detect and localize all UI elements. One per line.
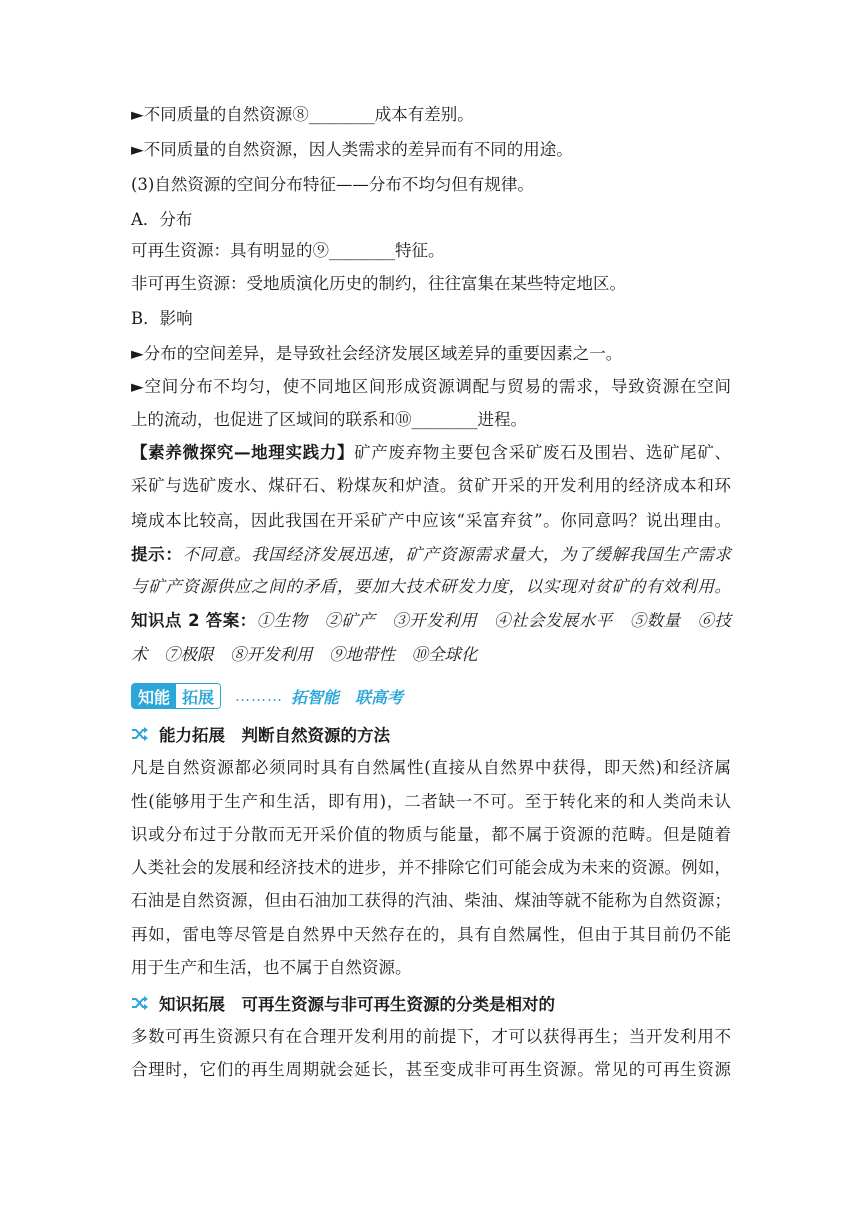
banner-slogan: 拓智能 联高考 [291, 687, 404, 707]
section-badge: 知能 拓展 [131, 683, 221, 709]
shuffle-icon [131, 727, 149, 741]
text-line: ►不同质量的自然资源，因人类需求的差异而有不同的用途。 [131, 140, 573, 159]
paragraph-line: 性(能够用于生产和生活，即有用)，二者缺一不可。至于转化来的和人类尚未认 [131, 792, 731, 811]
text-line: B．影响 [131, 309, 193, 328]
text-line: A．分布 [131, 210, 193, 229]
text-line: 非可再生资源：受地质演化历史的制约，往往富集在某些特定地区。 [131, 274, 626, 293]
ability-heading: 能力拓展 判断自然资源的方法 [131, 723, 390, 745]
answers-line: 术 ⑦极限 ⑧开发利用 ⑨地带性 ⑩全球化 [131, 645, 478, 664]
section-banner [131, 683, 403, 709]
paragraph-line: 石油是自然资源，但由石油加工获得的汽油、柴油、煤油等就不能称为自然资源； [131, 891, 731, 910]
text-line: 可再生资源：具有明显的⑨________特征。 [131, 241, 445, 260]
inquiry-line: 境成本比较高，因此我国在开采矿产中应该“采富弃贫”。你同意吗？说出理由。 [131, 511, 731, 530]
text-line: 上的流动，也促进了区域间的联系和⑩________进程。 [131, 410, 527, 429]
answers-label: 知识点 2 答案： [131, 611, 257, 630]
paragraph-line: 人类社会的发展和经济技术的进步，并不排除它们可能会成为未来的资源。例如， [131, 858, 731, 877]
inquiry-line: 【素养微探究—地理实践力】矿产废弃物主要包含采矿废石及围岩、选矿尾矿、 [131, 443, 732, 462]
paragraph-line: 用于生产和生活，也不属于自然资源。 [131, 958, 412, 977]
dotted-leader: ……… [235, 687, 284, 705]
knowledge-heading: 知识拓展 可再生资源与非可再生资源的分类是相对的 [131, 992, 555, 1014]
text-line: (3)自然资源的空间分布特征——分布不均匀但有规律。 [131, 175, 534, 194]
text-line: ►分布的空间差异，是导致社会经济发展区域差异的重要因素之一。 [131, 344, 623, 363]
text-line: ►不同质量的自然资源⑧________成本有差别。 [131, 105, 474, 124]
paragraph-line: 合理时，它们的再生周期就会延长，甚至变成非可再生资源。常见的可再生资源 [131, 1060, 731, 1079]
hint-line: 提示：不同意。我国经济发展迅速，矿产资源需求量大，为了缓解我国生产需求 [131, 545, 732, 564]
paragraph-line: 凡是自然资源都必须同时具有自然属性(直接从自然界中获得，即天然)和经济属 [131, 758, 731, 777]
hint-label: 提示： [131, 545, 183, 564]
shuffle-icon [131, 996, 149, 1010]
inquiry-label: 【素养微探究—地理实践力】 [131, 443, 355, 462]
text-line: ►空间分布不均匀，使不同地区间形成资源调配与贸易的需求，导致资源在空间 [131, 377, 731, 396]
paragraph-line: 识或分布过于分散而无开采价值的物质与能量，都不属于资源的范畴。但是随着 [131, 825, 731, 844]
inquiry-line: 采矿与选矿废水、煤矸石、粉煤灰和炉渣。贫矿开采的开发利用的经济成本和环 [131, 476, 731, 495]
hint-line: 与矿产资源供应之间的矛盾，要加大技术研发力度，以实现对贫矿的有效利用。 [131, 577, 731, 596]
paragraph-line: 再如，雷电等尽管是自然界中天然存在的，具有自然属性，但由于其目前仍不能 [131, 925, 731, 944]
answers-line: 知识点 2 答案：①生物 ②矿产 ③开发利用 ④社会发展水平 ⑤数量 ⑥技 [131, 611, 731, 630]
paragraph-line: 多数可再生资源只有在合理开发利用的前提下，才可以获得再生；当开发利用不 [131, 1027, 731, 1046]
